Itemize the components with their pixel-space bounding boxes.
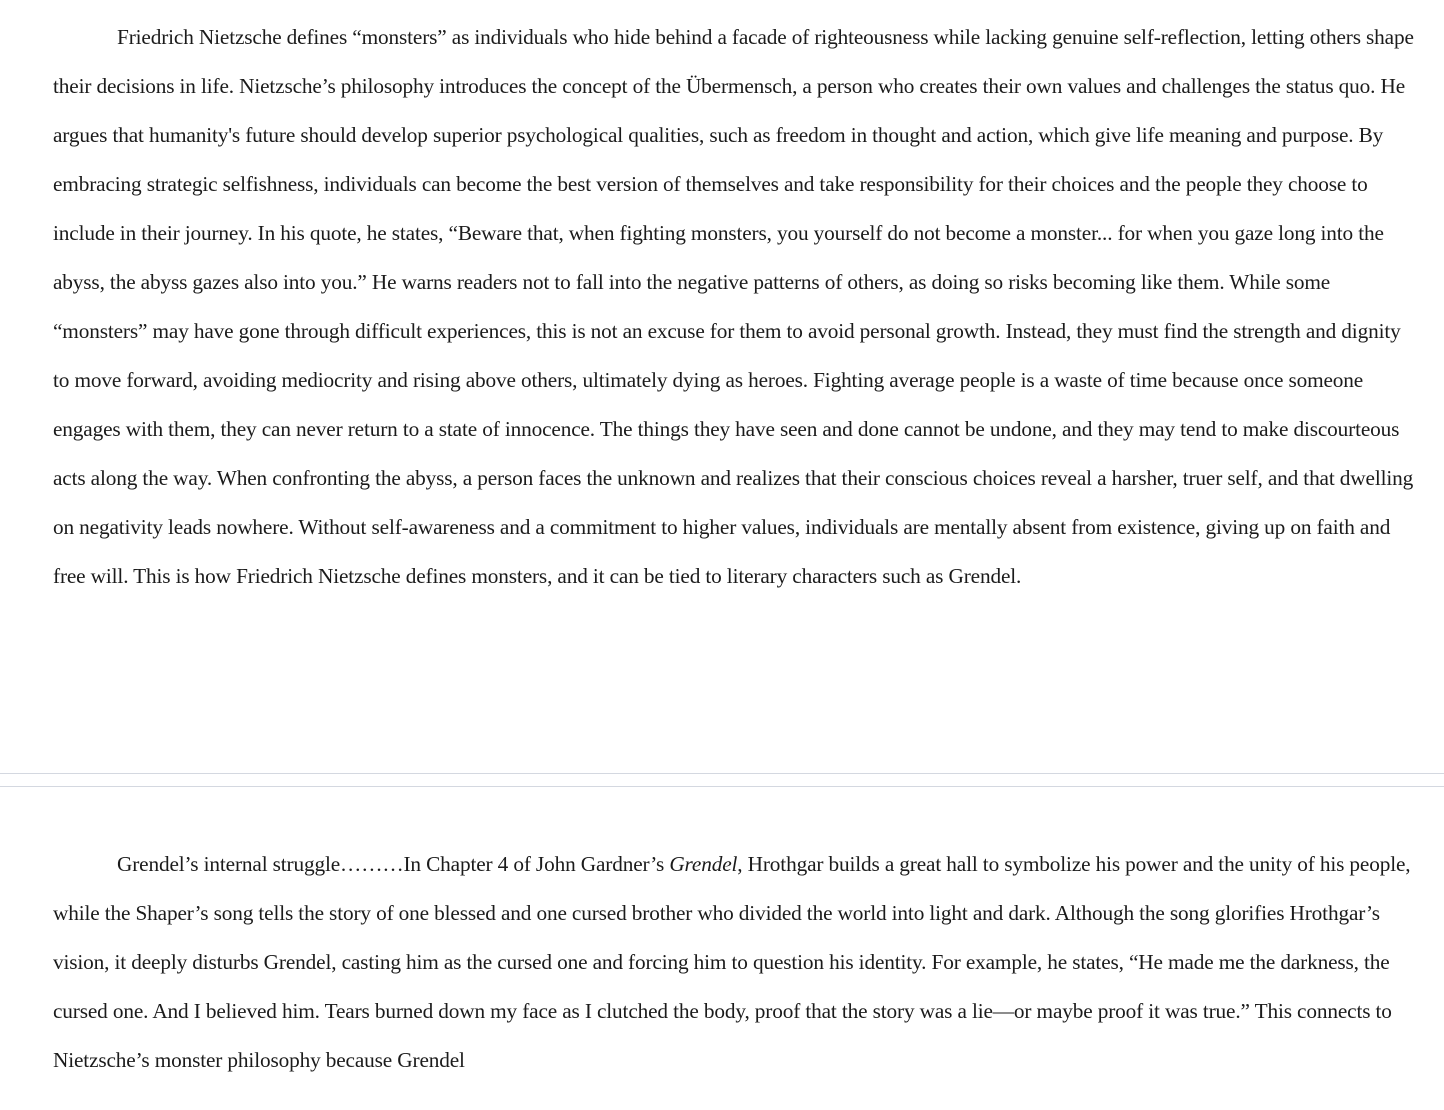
body-paragraph-nietzsche[interactable]: Friedrich Nietzsche defines “monsters” as individuals who hide behind a facade of righteousness while lacking genuine self-reflection, letting others shape their decisions in life. Nietzsche’s philosophy introduces the concept of the Übermensch, a person who creates their own values and challenges the status quo. He argues that humanity's future should develop superior psychological qualities, such as freedom in thought and action, which give life meaning and purpose. By embracing strategic selfishness, individuals can become the best version of themselves and take responsibility for their choices and the people they choose to include in their journey. In his quote, he states, “Beware that, when fighting monsters, you yourself do not become a monster... for when you gaze long into the abyss, the abyss gazes also into you.” He warns readers not to fall into the negative patterns of others, as doing so risks becoming like them. While some “monsters” may have gone through difficult experiences, this is not an excuse for them to avoid personal growth. Instead, they must find the strength and dignity to move forward, avoiding mediocrity and rising above others, ultimately dying as heroes. Fighting average people is a waste of time because once someone engages with them, they can never return to a state of innocence. The things they have seen and done cannot be undone, and they may tend to make discourteous acts along the way. When confronting the abyss, a person faces the unknown and realizes that their conscious choices reveal a harsher, truer self, and that dwelling on negativity leads nowhere. Without self-awareness and a commitment to higher values, individuals are mentally absent from existence, giving up on faith and free will. This is how Friedrich Nietzsche defines monsters, and it can be tied to literary characters such as Grendel. [53,25,1414,588]
paragraph-lead-text: Grendel’s internal struggle………In Chapter 4 of John Gardner’s [117,852,670,876]
document-page-2 [0,787,1444,1110]
body-paragraph-grendel[interactable] [53,840,1421,1085]
book-title-italic: Grendel [669,852,738,876]
page-break [0,773,1444,787]
paragraph-body-text: , Hrothgar builds a great hall to symbolize his power and the unity of his people, while the Shaper’s song tells the story of one blessed and one cursed brother who divided the world into light and dark. Although the song glorifies Hrothgar’s vision, it deeply disturbs Grendel, casting him as the cursed one and forcing him to question his identity. For example, he states, “He made me the darkness, the cursed one. And I believed him. Tears burned down my face as I clutched the body, proof that the story was a lie—or maybe proof it was true.” This connects to Nietzsche’s monster philosophy because Grendel [53,852,1411,1072]
